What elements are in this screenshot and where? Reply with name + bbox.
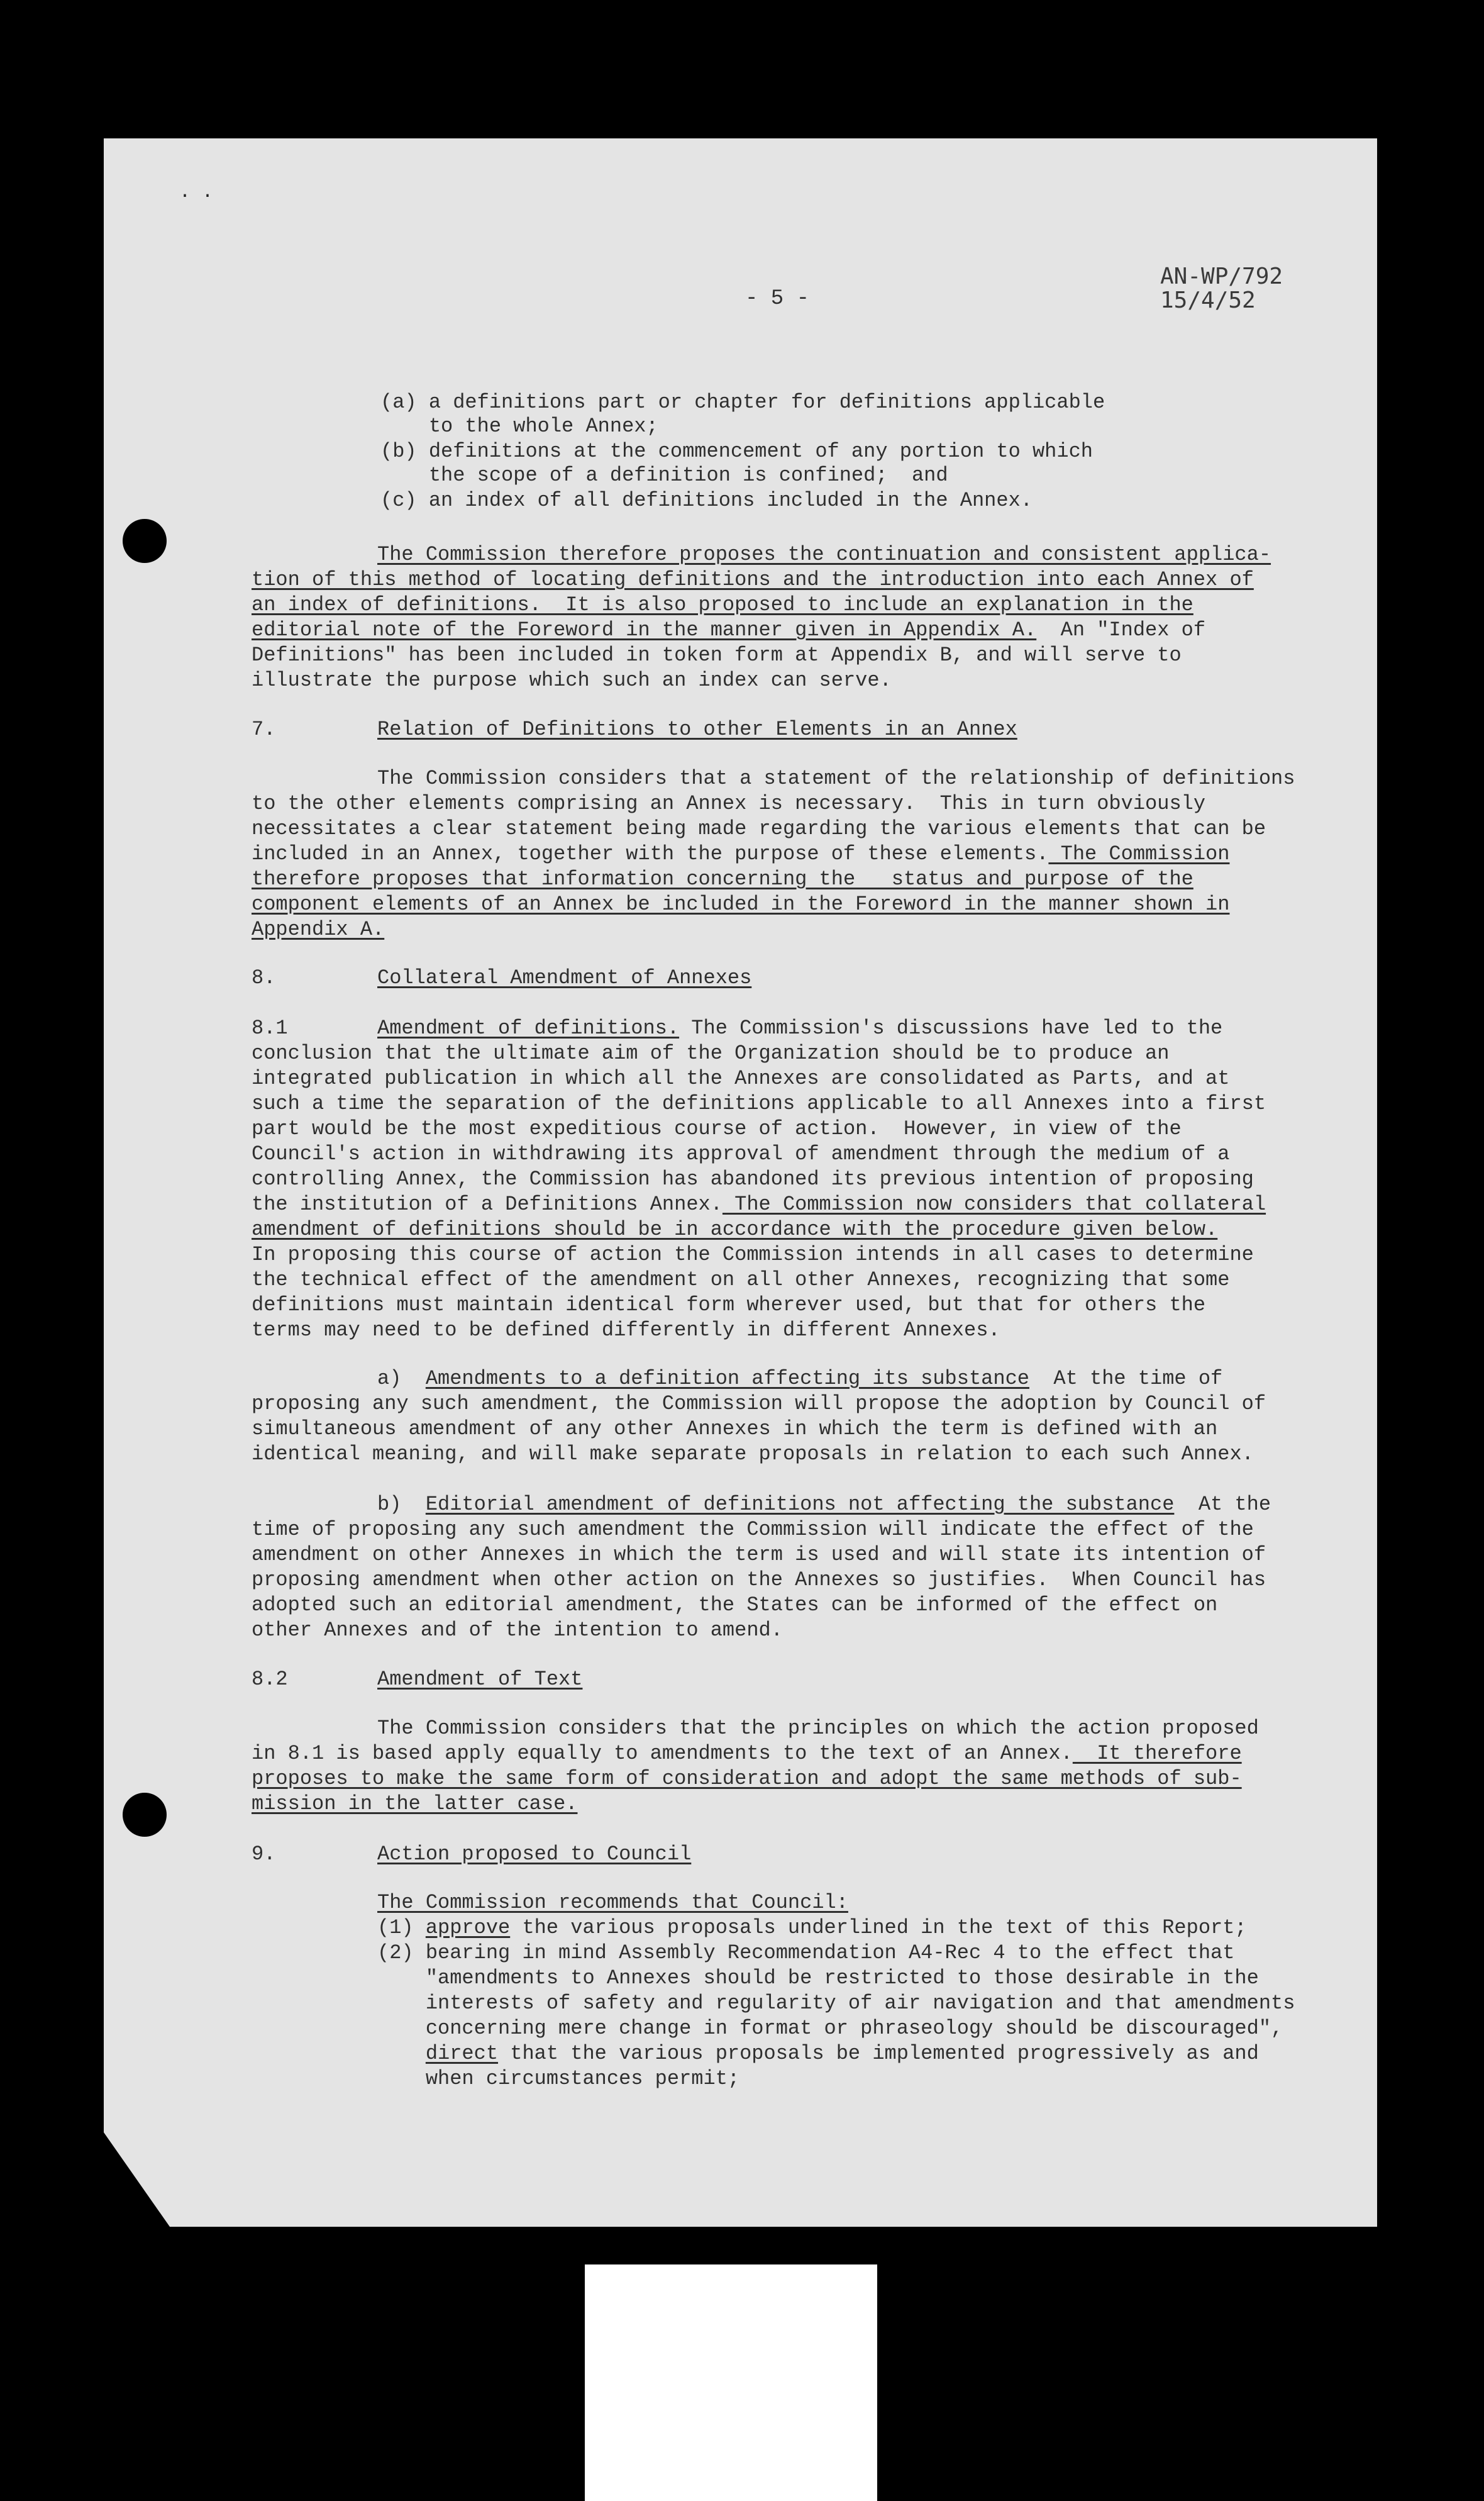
paragraph-line: terms may need to be defined differently in different Annexes.	[252, 1318, 1000, 1342]
paragraph-line: proposing amendment when other action on the Annexes so justifies. When Council has	[252, 1568, 1266, 1591]
paragraph-line: illustrate the purpose which such an index can serve.	[252, 669, 892, 692]
paragraph-line: mission in the latter case.	[252, 1792, 578, 1815]
section-heading: Amendment of Text	[377, 1668, 583, 1691]
paragraph-line: proposing any such amendment, the Commission will propose the adoption by Council of	[252, 1392, 1266, 1415]
paragraph-line: Amendment of definitions. The Commission's discussions have led to the	[377, 1017, 1223, 1040]
list-item: the scope of a definition is confined; and	[380, 464, 948, 487]
list-item: (c) an index of all definitions included in the Annex.	[380, 489, 1033, 512]
paragraph-line: in 8.1 is based apply equally to amendments to the text of an Annex. It therefore	[252, 1742, 1242, 1765]
list-item: to the whole Annex;	[380, 415, 658, 438]
list-item: interests of safety and regularity of air navigation and that amendments	[377, 1991, 1295, 2015]
paragraph-line: simultaneous amendment of any other Annexes in which the term is defined with an	[252, 1417, 1218, 1440]
paragraph-line: proposes to make the same form of consideration and adopt the same methods of sub-	[252, 1767, 1242, 1790]
paragraph-line: part would be the most expeditious course of action. However, in view of the	[252, 1117, 1182, 1140]
list-item: concerning mere change in format or phraseology should be discouraged",	[377, 2017, 1283, 2040]
paragraph-line: The Commission therefore proposes the continuation and consistent applica-	[377, 543, 1271, 566]
paragraph-line: to the other elements comprising an Annex is necessary. This in turn obviously	[252, 792, 1206, 815]
document-date: 15/4/52	[1160, 287, 1256, 313]
paragraph-line: The Commission considers that a statement of the relationship of definitions	[377, 767, 1295, 790]
paragraph-line: included in an Annex, together with the purpose of these elements. The Commission	[252, 842, 1230, 866]
list-item: (2) bearing in mind Assembly Recommendation A4-Rec 4 to the effect that	[377, 1941, 1235, 1964]
list-item: (1) approve the various proposals underlined in the text of this Report;	[377, 1916, 1247, 1939]
paragraph-line: necessitates a clear statement being made regarding the various elements that can be	[252, 817, 1266, 840]
paragraph-line: the institution of a Definitions Annex. The Commission now considers that collateral	[252, 1193, 1266, 1216]
list-item: "amendments to Annexes should be restricted to those desirable in the	[377, 1966, 1259, 1990]
section-number: 9.	[252, 1842, 276, 1866]
paragraph-line: Council's action in withdrawing its approval of amendment through the medium of a	[252, 1142, 1230, 1166]
paragraph-line: conclusion that the ultimate aim of the Organization should be to produce an	[252, 1042, 1170, 1065]
paragraph-line: an index of definitions. It is also proposed to include an explanation in the	[252, 593, 1193, 616]
section-heading: Collateral Amendment of Annexes	[377, 966, 752, 989]
paragraph-line: therefore proposes that information concerning the status and purpose of the	[252, 867, 1193, 891]
paragraph-line: such a time the separation of the definitions applicable to all Annexes into a first	[252, 1092, 1266, 1115]
section-number: 8.1	[252, 1017, 288, 1040]
paragraph-line: time of proposing any such amendment the Commission will indicate the effect of the	[252, 1518, 1254, 1541]
paragraph-line: integrated publication in which all the Annexes are consolidated as Parts, and at	[252, 1067, 1230, 1090]
section-number: 7.	[252, 718, 276, 741]
paragraph-line: controlling Annex, the Commission has abandoned its previous intention of proposing	[252, 1167, 1254, 1191]
paragraph-line: In proposing this course of action the Commission intends in all cases to determine	[252, 1243, 1254, 1266]
paragraph-line: adopted such an editorial amendment, the States can be informed of the effect on	[252, 1593, 1218, 1617]
paragraph-line: The Commission recommends that Council:	[377, 1891, 848, 1914]
paragraph-line: editorial note of the Foreword in the manner given in Appendix A. An "Index of	[252, 618, 1206, 642]
list-item: (a) a definitions part or chapter for definitions applicable	[380, 391, 1105, 414]
paragraph-line: b) Editorial amendment of definitions not affecting the substance At the	[377, 1493, 1271, 1516]
ink-speck: · ·	[179, 186, 214, 207]
paragraph-line: a) Amendments to a definition affecting its substance At the time of	[377, 1367, 1223, 1390]
paragraph-line: The Commission considers that the principles on which the action proposed	[377, 1717, 1259, 1740]
paragraph-line: the technical effect of the amendment on all other Annexes, recognizing that some	[252, 1268, 1230, 1291]
punch-hole-bottom	[123, 1793, 167, 1837]
paper-slip	[585, 2264, 877, 2501]
paragraph-line: component elements of an Annex be included in the Foreword in the manner shown in	[252, 893, 1230, 916]
section-heading: Action proposed to Council	[377, 1842, 692, 1866]
document-reference: AN-WP/792	[1160, 264, 1283, 289]
page-number: - 5 -	[745, 287, 810, 311]
section-number: 8.	[252, 966, 276, 989]
paragraph-line: amendment on other Annexes in which the term is used and will state its intention of	[252, 1543, 1266, 1566]
list-item: (b) definitions at the commencement of any portion to which	[380, 440, 1093, 463]
paragraph-line: Definitions" has been included in token form at Appendix B, and will serve to	[252, 643, 1182, 667]
list-item: direct that the various proposals be implemented progressively as and	[425, 2042, 1259, 2065]
section-number: 8.2	[252, 1668, 288, 1691]
paragraph-line: identical meaning, and will make separate proposals in relation to each such Annex.	[252, 1442, 1254, 1466]
paragraph-line: definitions must maintain identical form wherever used, but that for others the	[252, 1293, 1206, 1317]
paragraph-line: tion of this method of locating definitions and the introduction into each Annex of	[252, 568, 1254, 591]
punch-hole-top	[123, 519, 167, 563]
section-heading: Relation of Definitions to other Elements in an Annex	[377, 718, 1017, 741]
paragraph-line: Appendix A.	[252, 918, 385, 941]
paragraph-line: other Annexes and of the intention to amend.	[252, 1618, 783, 1642]
list-item: when circumstances permit;	[377, 2067, 740, 2090]
paragraph-line: amendment of definitions should be in accordance with the procedure given below.	[252, 1218, 1218, 1241]
